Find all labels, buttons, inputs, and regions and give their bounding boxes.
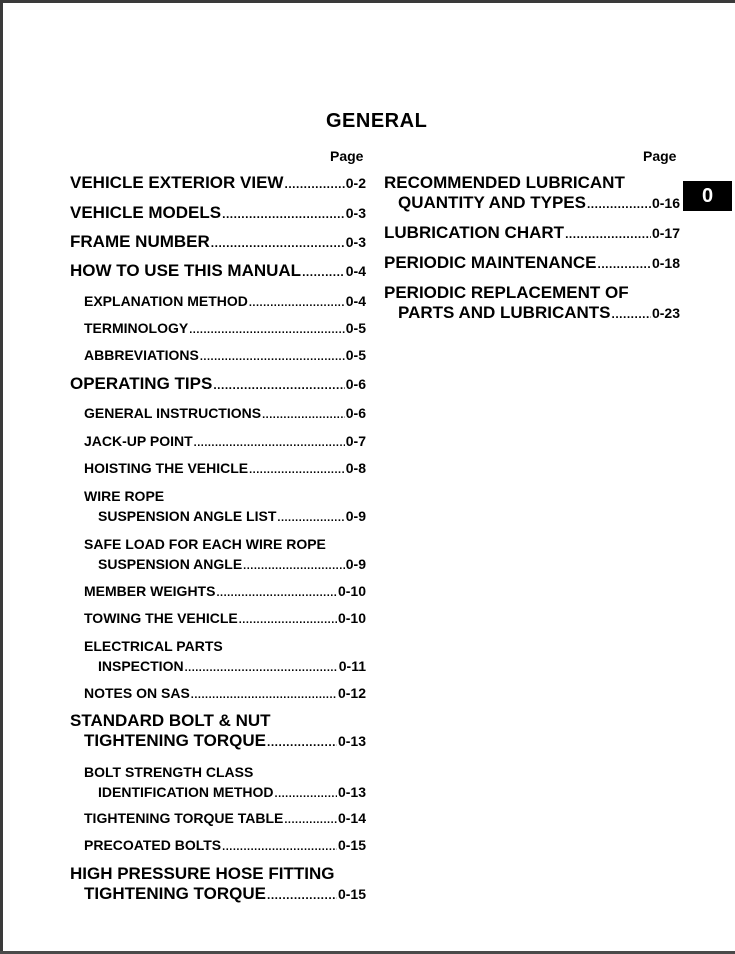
leader-dots xyxy=(194,433,345,453)
left_column-entry[interactable] xyxy=(84,318,366,340)
page-number: 0-5 xyxy=(345,347,366,363)
page-number: 0-2 xyxy=(345,175,366,191)
entry-label: PRECOATED BOLTS xyxy=(84,837,222,853)
page-number: 0-7 xyxy=(345,433,366,449)
entry-label: BOLT STRENGTH CLASS xyxy=(84,764,254,780)
left_column-entry[interactable] xyxy=(84,762,366,804)
leader-dots xyxy=(612,304,651,324)
leader-dots xyxy=(302,262,345,282)
entry-label: ABBREVIATIONS xyxy=(84,347,199,363)
entry-label: SAFE LOAD FOR EACH WIRE ROPE xyxy=(84,536,326,552)
entry-label: STANDARD BOLT & NUT xyxy=(70,711,271,730)
leader-dots xyxy=(200,347,345,367)
right_column-entry[interactable] xyxy=(384,173,680,214)
page-number: 0-6 xyxy=(345,405,366,421)
left_column-entry[interactable] xyxy=(84,808,366,830)
left_column-entry[interactable] xyxy=(84,835,366,857)
left_column-entry[interactable] xyxy=(70,711,366,752)
left_column-entry[interactable] xyxy=(84,345,366,367)
entry-label: RECOMMENDED LUBRICANT xyxy=(384,173,625,192)
entry-label: TIGHTENING TORQUE xyxy=(84,884,266,903)
left_column-entry[interactable] xyxy=(84,291,366,313)
right_column-entry[interactable] xyxy=(384,223,680,244)
page-number: 0-15 xyxy=(337,837,366,853)
entry-label: SUSPENSION ANGLE LIST xyxy=(98,508,277,524)
left_column-entry[interactable] xyxy=(70,261,366,282)
entry-label: EXPLANATION METHOD xyxy=(84,293,248,309)
entry-label: FRAME NUMBER xyxy=(70,232,210,251)
page-number: 0-4 xyxy=(345,263,366,279)
left_column-entry[interactable] xyxy=(84,403,366,425)
page-number: 0-3 xyxy=(345,205,366,221)
leader-dots xyxy=(243,556,345,576)
entry-label: HIGH PRESSURE HOSE FITTING xyxy=(70,864,335,883)
right_column-entry[interactable] xyxy=(384,283,680,324)
section-tab: 0 xyxy=(683,181,732,211)
page-number: 0-15 xyxy=(337,886,366,902)
leader-dots xyxy=(275,784,337,804)
entry-label: LUBRICATION CHART xyxy=(384,223,565,242)
leader-dots xyxy=(213,375,344,395)
leader-dots xyxy=(277,508,344,528)
page-number: 0-13 xyxy=(337,784,366,800)
entry-label: HOISTING THE VEHICLE xyxy=(84,460,249,476)
leader-dots xyxy=(185,658,338,678)
entry-label: WIRE ROPE xyxy=(84,488,165,504)
leader-dots xyxy=(222,837,337,857)
left_column-entry[interactable] xyxy=(70,203,366,224)
entry-label: TIGHTENING TORQUE xyxy=(84,731,266,750)
left-page-column-header: Page xyxy=(330,148,364,164)
left_column-entry[interactable] xyxy=(70,864,366,905)
left_column-entry[interactable] xyxy=(84,458,366,480)
leader-dots xyxy=(284,174,344,194)
entry-label: PERIODIC MAINTENANCE xyxy=(384,253,597,272)
left_column-entry[interactable] xyxy=(84,636,366,678)
page-number: 0-9 xyxy=(345,556,366,572)
left_column-entry[interactable] xyxy=(84,486,366,528)
page-number: 0-17 xyxy=(651,225,680,241)
entry-label: IDENTIFICATION METHOD xyxy=(98,784,274,800)
leader-dots xyxy=(565,224,651,244)
entry-label: OPERATING TIPS xyxy=(70,374,213,393)
entry-label: PERIODIC REPLACEMENT OF xyxy=(384,283,629,302)
page-number: 0-10 xyxy=(337,583,366,599)
leader-dots xyxy=(239,610,337,630)
entry-label: TOWING THE VEHICLE xyxy=(84,610,238,626)
page-number: 0-10 xyxy=(337,610,366,626)
leader-dots xyxy=(598,254,651,274)
entry-label: HOW TO USE THIS MANUAL xyxy=(70,261,302,280)
page-title: GENERAL xyxy=(326,110,428,132)
leader-dots xyxy=(284,810,337,830)
leader-dots xyxy=(587,194,651,214)
left_column-entry[interactable] xyxy=(84,581,366,603)
page-number: 0-18 xyxy=(651,255,680,271)
page-number: 0-5 xyxy=(345,320,366,336)
entry-label: INSPECTION xyxy=(98,658,184,674)
left_column-entry[interactable] xyxy=(70,232,366,253)
entry-label: TIGHTENING TORQUE TABLE xyxy=(84,810,284,826)
leader-dots xyxy=(222,204,345,224)
entry-label: VEHICLE EXTERIOR VIEW xyxy=(70,173,284,192)
window-frame-left xyxy=(0,0,3,954)
left_column-entry[interactable] xyxy=(84,431,366,453)
page-number: 0-14 xyxy=(337,810,366,826)
entry-label: MEMBER WEIGHTS xyxy=(84,583,216,599)
page-number: 0-23 xyxy=(651,305,680,321)
leader-dots xyxy=(267,885,337,905)
leader-dots xyxy=(249,460,345,480)
leader-dots xyxy=(211,233,345,253)
entry-label: PARTS AND LUBRICANTS xyxy=(398,303,611,322)
entry-label: ELECTRICAL PARTS xyxy=(84,638,223,654)
leader-dots xyxy=(262,405,345,425)
page-number: 0-8 xyxy=(345,460,366,476)
page-number: 0-3 xyxy=(345,234,366,250)
window-frame-top xyxy=(0,0,735,3)
leader-dots xyxy=(267,732,337,752)
page-number: 0-12 xyxy=(337,685,366,701)
left_column-entry[interactable] xyxy=(84,683,366,705)
entry-label: JACK-UP POINT xyxy=(84,433,193,449)
page-number: 0-6 xyxy=(345,376,366,392)
left_column-entry[interactable] xyxy=(84,534,366,576)
left_column-entry[interactable] xyxy=(70,374,366,395)
page-number: 0-4 xyxy=(345,293,366,309)
entry-label: SUSPENSION ANGLE xyxy=(98,556,243,572)
left_column-entry[interactable] xyxy=(70,173,366,194)
entry-label: VEHICLE MODELS xyxy=(70,203,222,222)
right-page-column-header: Page xyxy=(643,148,677,164)
page-number: 0-9 xyxy=(345,508,366,524)
leader-dots xyxy=(191,685,337,705)
leader-dots xyxy=(189,320,345,340)
leader-dots xyxy=(249,293,345,313)
page-number: 0-13 xyxy=(337,733,366,749)
right_column-entry[interactable] xyxy=(384,253,680,274)
entry-label: NOTES ON SAS xyxy=(84,685,190,701)
page-number: 0-16 xyxy=(651,195,680,211)
entry-label: GENERAL INSTRUCTIONS xyxy=(84,405,262,421)
page-number: 0-11 xyxy=(338,658,366,674)
left_column-entry[interactable] xyxy=(84,608,366,630)
entry-label: TERMINOLOGY xyxy=(84,320,189,336)
leader-dots xyxy=(216,583,337,603)
entry-label: QUANTITY AND TYPES xyxy=(398,193,586,212)
